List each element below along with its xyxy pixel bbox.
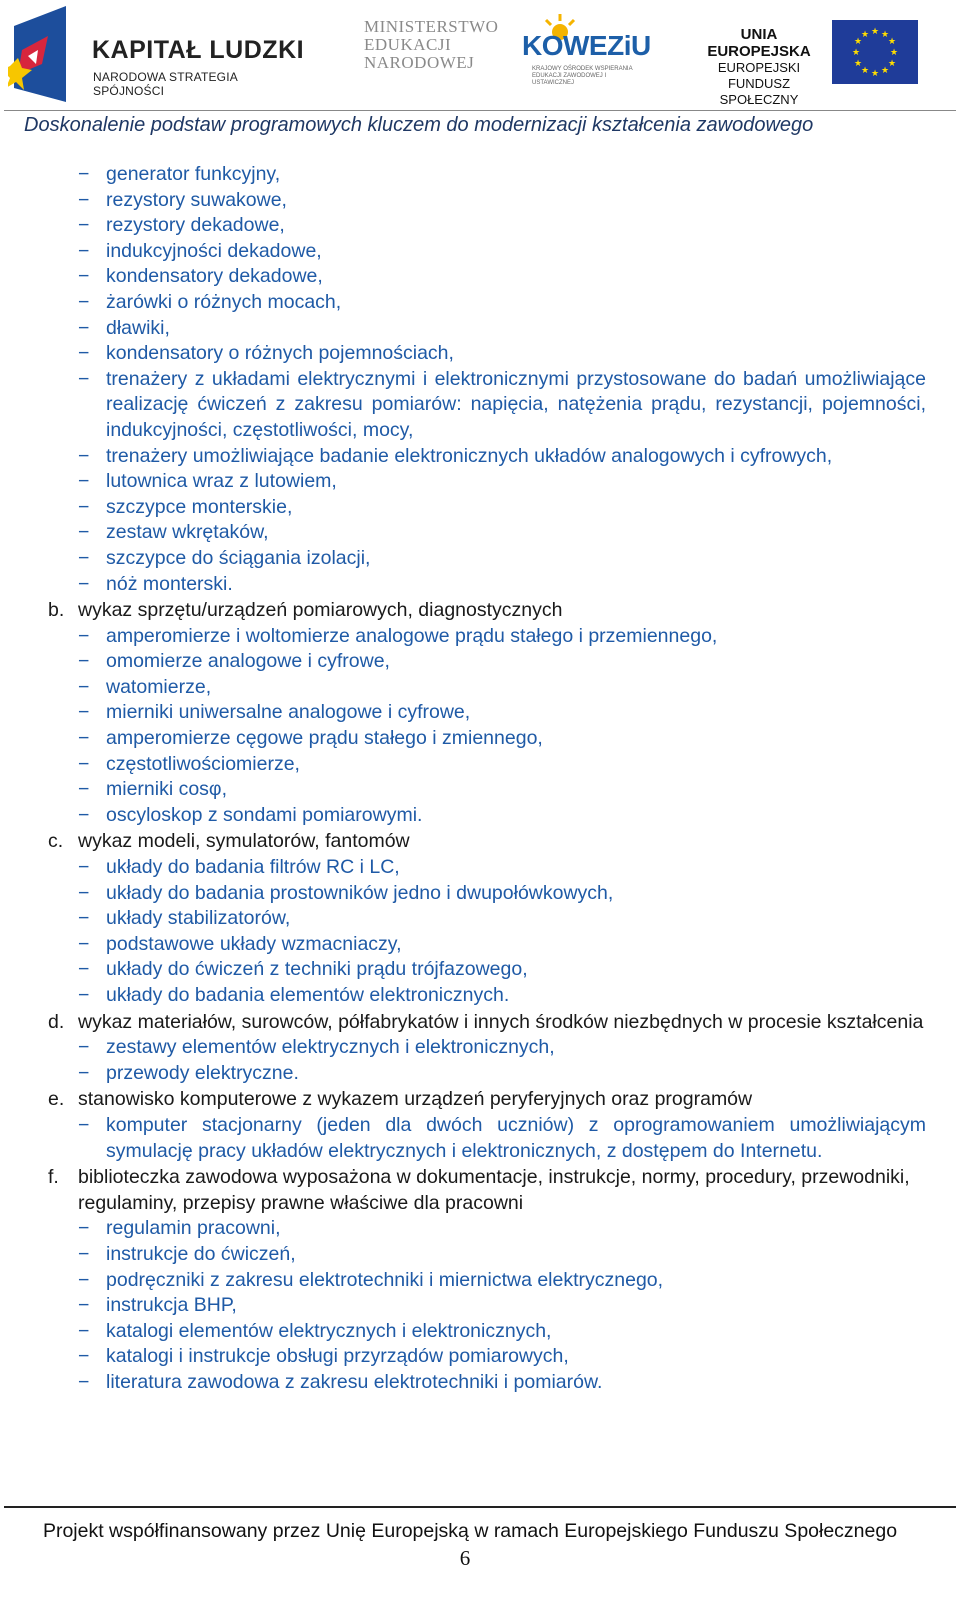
svg-text:★: ★	[851, 48, 861, 58]
ministerstwo-logo	[364, 18, 504, 78]
list-item: − dławiki,	[0, 316, 960, 342]
list-item: − amperomierze cęgowe prądu stałego i zmiennego,	[0, 726, 960, 752]
svg-text:★: ★	[853, 37, 863, 47]
list-item: − podstawowe układy wzmacniaczy,	[0, 932, 960, 958]
svg-text:★: ★	[860, 30, 870, 40]
eu-line3: FUNDUSZ SPOŁECZNY	[719, 76, 799, 107]
section-title: wykaz materiałów, surowców, półfabrykatów i innych środków niezbędnych w procesie kształcenia	[78, 1010, 924, 1033]
top-list	[0, 162, 960, 597]
list-item: − żarówki o różnych mocach,	[0, 290, 960, 316]
kapital-ludzki-emblem-icon	[8, 6, 84, 102]
list-item: − katalogi elementów elektrycznych i elektronicznych,	[0, 1319, 960, 1345]
list-item: − rezystory suwakowe,	[0, 188, 960, 214]
svg-text:★: ★	[853, 59, 863, 69]
list-item: − rezystory dekadowe,	[0, 213, 960, 239]
list-item: − układy do ćwiczeń z techniki prądu trójfazowego,	[0, 957, 960, 983]
list-item: − generator funkcyjny,	[0, 162, 960, 188]
list-item: − układy stabilizatorów,	[0, 906, 960, 932]
list-item: − katalogi i instrukcje obsługi przyrządów pomiarowych,	[0, 1344, 960, 1370]
list-item: − indukcyjności dekadowe,	[0, 239, 960, 265]
ministerstwo-line3: NARODOWEJ	[364, 53, 475, 72]
ministerstwo-line1: MINISTERSTWO	[364, 17, 499, 36]
section-letter: e.	[48, 1088, 65, 1111]
eu-logo	[692, 18, 942, 107]
svg-text:★: ★	[887, 59, 897, 69]
list-item: − nóż monterski.	[0, 572, 960, 598]
list-item: − watomierze,	[0, 675, 960, 701]
section-heading	[0, 1087, 960, 1113]
list-item: − zestaw wkrętaków,	[0, 520, 960, 546]
list-item: − lutownica wraz z lutowiem,	[0, 469, 960, 495]
svg-text:★: ★	[870, 27, 880, 37]
list-item: − regulamin pracowni,	[0, 1216, 960, 1242]
section-letter: f.	[48, 1166, 59, 1189]
footer-divider	[4, 1506, 956, 1508]
kowezu-title: KOWEZiU	[522, 30, 651, 61]
section-letter: c.	[48, 830, 64, 853]
list-item: − trenażery z układami elektrycznymi i elektronicznymi przystosowane do badań umożliwiające realizację ćwiczeń z zakresu pomiarów: napięcia, natężenia prądu, rezystancji, pojemności, indukcyjności, częstotliwości, mocy,	[0, 367, 960, 444]
eu-flag-icon	[832, 20, 918, 84]
kapital-ludzki-subtitle: NARODOWA STRATEGIA SPÓJNOŚCI	[93, 70, 238, 98]
section-title: wykaz modeli, symulatorów, fantomów	[78, 830, 410, 853]
footer-text: Projekt współfinansowany przez Unię Europejską w ramach Europejskiego Funduszu Społecznego	[42, 1520, 898, 1542]
list-item: − szczypce monterskie,	[0, 495, 960, 521]
section-heading	[0, 598, 960, 624]
list-item: − instrukcje do ćwiczeń,	[0, 1242, 960, 1268]
svg-text:★: ★	[889, 48, 899, 58]
kowezu-logo	[520, 14, 650, 84]
list-item: − szczypce do ściągania izolacji,	[0, 546, 960, 572]
list-item: − układy do badania prostowników jedno i dwupołówkowych,	[0, 881, 960, 907]
section-letter: b.	[48, 599, 65, 622]
header-logos	[0, 0, 960, 110]
section-title: stanowisko komputerowe z wykazem urządzeń peryferyjnych oraz programów	[78, 1088, 753, 1111]
list-item: − instrukcja BHP,	[0, 1293, 960, 1319]
kowezu-subtitle: KRAJOWY OŚRODEK WSPIERANIA EDUKACJI ZAWODOWEJ I USTAWICZNEJ	[532, 66, 633, 86]
list-item: − trenażery umożliwiające badanie elektronicznych układów analogowych i cyfrowych,	[0, 444, 960, 470]
section-letter: d.	[48, 1010, 65, 1033]
ministerstwo-line2: EDUKACJI	[364, 35, 452, 54]
document-header: Doskonalenie podstaw programowych kluczem do modernizacji kształcenia zawodowego	[24, 114, 814, 136]
list-item: − podręczniki z zakresu elektrotechniki i miernictwa elektrycznego,	[0, 1268, 960, 1294]
list-item: − częstotliwościomierze,	[0, 752, 960, 778]
list-item: − mierniki cosφ,	[0, 777, 960, 803]
section-heading	[0, 1010, 960, 1036]
svg-text:★: ★	[887, 37, 897, 47]
page-number: 6	[459, 1546, 471, 1570]
eu-line2: EUROPEJSKI	[717, 60, 801, 75]
list-item: − amperomierze i woltomierze analogowe prądu stałego i przemiennego,	[0, 624, 960, 650]
list-item: − kondensatory o różnych pojemnościach,	[0, 341, 960, 367]
section-heading	[0, 829, 960, 855]
list-item: − mierniki uniwersalne analogowe i cyfrowe,	[0, 700, 960, 726]
list-item: − zestawy elementów elektrycznych i elektronicznych,	[0, 1035, 960, 1061]
list-item: − układy do badania filtrów RC i LC,	[0, 855, 960, 881]
header-divider	[4, 110, 956, 111]
list-item: − omomierze analogowe i cyfrowe,	[0, 649, 960, 675]
list-item: − oscyloskop z sondami pomiarowymi.	[0, 803, 960, 829]
section-title: wykaz sprzętu/urządzeń pomiarowych, diagnostycznych	[78, 599, 563, 622]
svg-text:★: ★	[870, 69, 880, 79]
list-item: − komputer stacjonarny (jeden dla dwóch uczniów) z oprogramowaniem umożliwiającym symulację pracy układów elektrycznych i elektronicznych, z dostępem do Internetu.	[0, 1113, 960, 1164]
svg-text:★: ★	[880, 30, 890, 40]
section-title: biblioteczka zawodowa wyposażona w dokumentacje, instrukcje, normy, procedury, przewodniki, regulaminy, przepisy prawne właściwe dla pracowni	[78, 1166, 910, 1214]
svg-text:★: ★	[860, 66, 870, 76]
kapital-ludzki-logo	[8, 6, 308, 102]
kapital-ludzki-title: KAPITAŁ LUDZKI	[92, 36, 305, 64]
section-heading	[0, 1165, 960, 1216]
list-item: − kondensatory dekadowe,	[0, 264, 960, 290]
list-item: − literatura zawodowa z zakresu elektrotechniki i pomiarów.	[0, 1370, 960, 1396]
list-item: − przewody elektryczne.	[0, 1061, 960, 1087]
eu-line1: UNIA EUROPEJSKA	[707, 26, 811, 60]
list-item: − układy do badania elementów elektronicznych.	[0, 983, 960, 1009]
svg-text:★: ★	[880, 66, 890, 76]
equipment-content	[0, 162, 960, 1396]
